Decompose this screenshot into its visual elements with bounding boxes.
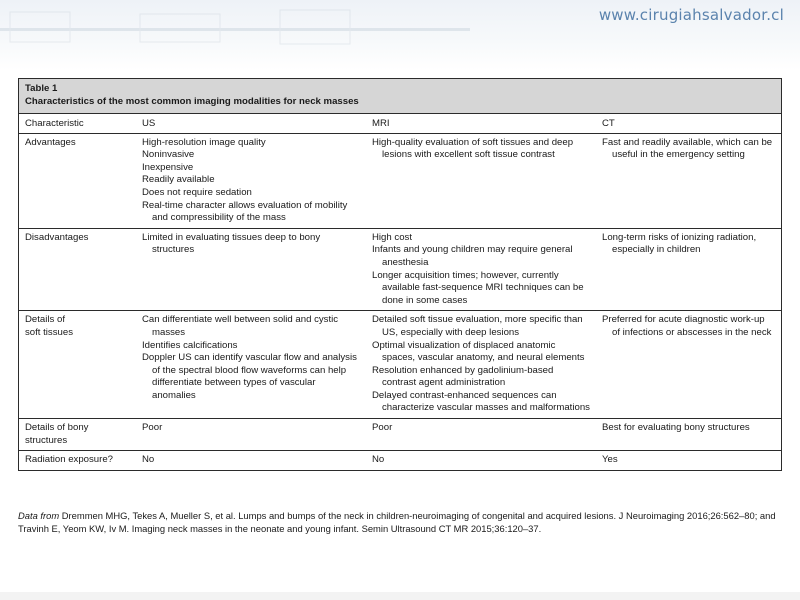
cell-entry: Optimal visualization of displaced anatomic spaces, vascular anatomy, and neural elements (372, 339, 585, 364)
cell-entry: Delayed contrast-enhanced sequences can characterize vascular masses and malformations (372, 389, 590, 414)
cell-mri (366, 228, 596, 311)
decorative-band (0, 8, 470, 54)
cell-us (136, 451, 366, 471)
cell-entry: Radiation exposure? (25, 454, 114, 466)
cell-entry: Detailed soft tissue evaluation, more specific than US, especially with deep lesions (372, 314, 583, 338)
slide-header-background (0, 0, 800, 70)
cell-entry: Does not require sedation (142, 186, 252, 198)
cell-mri (366, 133, 596, 228)
cell-us (136, 228, 366, 311)
cell-entry: Advantages (25, 136, 76, 148)
cell-entry: Real-time character allows evaluation of mobility and compressibility of the mass (142, 199, 348, 224)
cell-entry: Fast and readily available, which can be useful in the emergency setting (602, 136, 773, 161)
cell-ct (596, 228, 781, 311)
table-row (19, 311, 781, 419)
footnote-text: Dremmen MHG, Tekes A, Mueller S, et al. Lumps and bumps of the neck in children-neuroimaging of congenital and acquired lesions. J Neuroimaging 2016;26:562–80; and Travinh E, Yeom KW, Iv M. Imaging neck masses in the neonate and young infant. Semin Ultrasound CT MR 2015;36:120–37. (18, 510, 776, 534)
cell-entry: Details of bony structures (25, 422, 89, 446)
cell-us (136, 133, 366, 228)
cell-us (136, 419, 366, 451)
header-mri: MRI (366, 114, 596, 133)
table-caption (19, 79, 781, 114)
cell-entry: Identifies calcifications (142, 339, 238, 351)
cell-entry: Limited in evaluating tissues deep to bony structures (142, 231, 321, 256)
header-characteristic: Characteristic (19, 114, 136, 133)
cell-characteristic (19, 133, 136, 228)
cell-entry: Doppler US can identify vascular flow and analysis of the spectral blood flow waveforms can help differentiate between types of vascular anomalies (142, 352, 357, 401)
cell-characteristic (19, 228, 136, 311)
cell-ct (596, 133, 781, 228)
cell-entry: Noninvasive (142, 149, 195, 161)
cell-entry: Yes (602, 454, 618, 466)
header-ct: CT (596, 114, 781, 133)
table-row (19, 451, 781, 471)
cell-entry: No (142, 454, 155, 466)
cell-entry: Long-term risks of ionizing radiation, especially in children (602, 231, 757, 256)
cell-entry: High cost (372, 231, 412, 243)
cell-characteristic (19, 311, 136, 419)
cell-ct (596, 419, 781, 451)
slide-bottom-strip (0, 592, 800, 600)
table-row (19, 228, 781, 311)
cell-entry: Resolution enhanced by gadolinium-based contrast agent administration (372, 364, 554, 389)
cell-us (136, 311, 366, 419)
table-label: Table 1 (25, 83, 58, 94)
cell-characteristic (19, 451, 136, 471)
cell-ct (596, 451, 781, 471)
table-body (19, 133, 781, 470)
cell-mri (366, 419, 596, 451)
cell-entry: High-quality evaluation of soft tissues and deep lesions with excellent soft tissue contrast (372, 136, 574, 161)
table-title: Characteristics of the most common imaging modalities for neck masses (25, 96, 359, 107)
site-watermark: www.cirugiahsalvador.cl (598, 6, 784, 24)
cell-entry: Longer acquisition times; however, currently available fast-sequence MRI techniques can be done in some cases (372, 269, 584, 306)
cell-ct (596, 311, 781, 419)
footnote-lead: Data from (18, 510, 60, 521)
cell-entry: Disadvantages (25, 231, 89, 243)
cell-entry: Poor (142, 422, 163, 434)
header-us: US (136, 114, 366, 133)
table-row (19, 133, 781, 228)
cell-entry: Preferred for acute diagnostic work-up of infections or abscesses in the neck (602, 314, 772, 338)
cell-characteristic (19, 419, 136, 451)
imaging-table (18, 78, 782, 471)
cell-entry: soft tissues (25, 326, 73, 338)
cell-mri (366, 311, 596, 419)
cell-entry: Readily available (142, 174, 215, 186)
cell-entry: Best for evaluating bony structures (602, 422, 750, 434)
table-header-row (19, 114, 781, 133)
table-row (19, 419, 781, 451)
cell-mri (366, 451, 596, 471)
cell-entry: High-resolution image quality (142, 136, 266, 148)
cell-entry: Infants and young children may require general anesthesia (372, 244, 573, 268)
source-footnote (18, 510, 788, 535)
cell-entry: Inexpensive (142, 161, 194, 173)
cell-entry: Can differentiate well between solid and cystic masses (142, 314, 339, 338)
cell-entry: Poor (372, 422, 393, 434)
cell-entry: No (372, 454, 385, 466)
cell-entry: Details of (25, 314, 65, 326)
modality-table (19, 114, 781, 471)
